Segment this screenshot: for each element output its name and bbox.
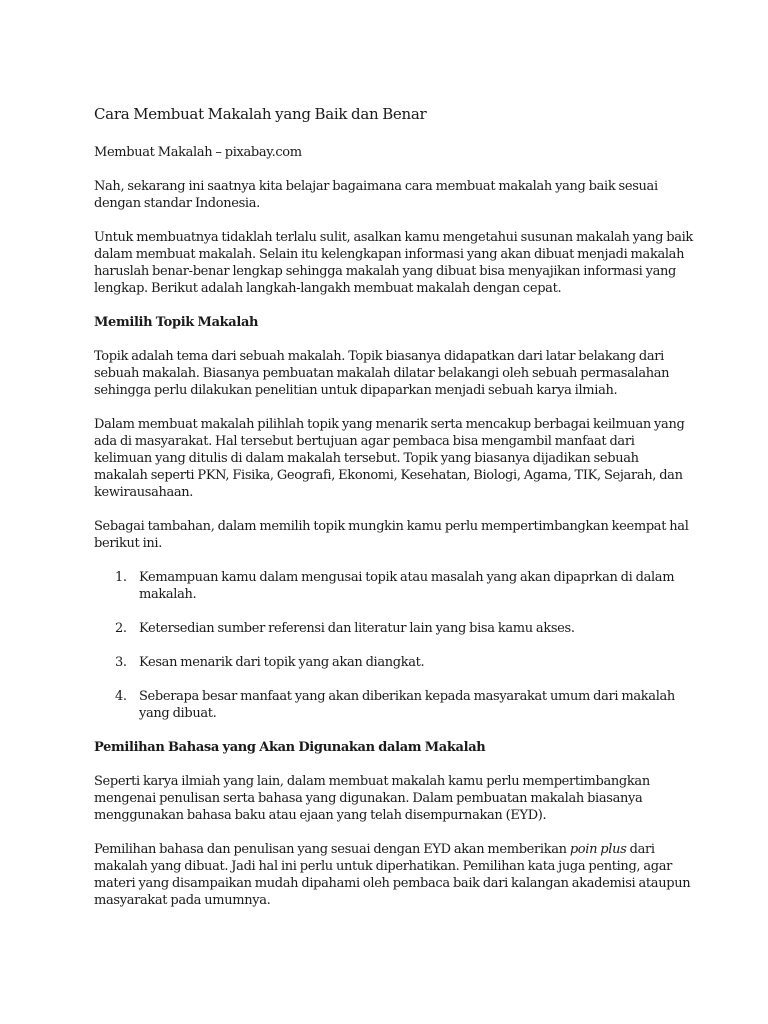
considerations-list xyxy=(94,569,694,722)
list-item-text: Kesan menarik dari topik yang akan diangkat. xyxy=(139,655,425,670)
poin-plus-emphasis: poin plus xyxy=(569,842,627,857)
list-item-text: Ketersedian sumber referensi dan literatur lain yang bisa kamu akses. xyxy=(139,621,575,636)
list-item xyxy=(94,569,694,603)
document-page xyxy=(94,104,694,926)
bahasa-paragraph-2 xyxy=(94,841,694,909)
topik-paragraph-1: Topik adalah tema dari sebuah makalah. Topik biasanya didapatkan dari latar belakang dari sebuah makalah. Biasanya pembuatan makalah dilatar belakangi oleh sebuah permasalahan sehingga perlu dilakukan penelitian untuk dipaparkan menjadi sebuah karya ilmiah. xyxy=(94,349,670,398)
bahasa-paragraph-1: Seperti karya ilmiah yang lain, dalam membuat makalah kamu perlu mempertimbangkan mengenai penulisan serta bahasa yang digunakan. Dalam pembuatan makalah biasanya menggunakan bahasa baku atau ejaan yang telah disempurnakan (EYD). xyxy=(94,774,650,823)
section-heading-bahasa: Pemilihan Bahasa yang Akan Digunakan dalam Makalah xyxy=(94,740,486,755)
list-item-number: 4. xyxy=(115,689,127,704)
topik-paragraph-3: Sebagai tambahan, dalam memilih topik mungkin kamu perlu mempertimbangkan keempat hal berikut ini. xyxy=(94,519,689,551)
list-item-number: 1. xyxy=(115,570,127,585)
intro-paragraph-2: Untuk membuatnya tidaklah terlalu sulit, asalkan kamu mengetahui susunan makalah yang baik dalam membuat makalah. Selain itu kelengkapan informasi yang akan dibuat menjadi makalah haruslah benar-benar lengkap sehingga makalah yang dibuat bisa menyajikan informasi yang lengkap. Berikut adalah langkah-langakh membuat makalah dengan cepat. xyxy=(94,230,693,296)
list-item xyxy=(94,654,694,671)
document-title: Cara Membuat Makalah yang Baik dan Benar xyxy=(94,105,427,123)
list-item xyxy=(94,620,694,637)
list-item-number: 2. xyxy=(115,621,127,636)
section-heading-topik: Memilih Topik Makalah xyxy=(94,315,259,330)
list-item-text: Seberapa besar manfaat yang akan diberikan kepada masyarakat umum dari makalah yang dibuat. xyxy=(139,689,675,721)
image-caption: Membuat Makalah – pixabay.com xyxy=(94,145,302,160)
topik-paragraph-2: Dalam membuat makalah pilihlah topik yang menarik serta mencakup berbagai keilmuan yang ada di masyarakat. Hal tersebut bertujuan agar pembaca bisa mengambil manfaat dari kelimuan yang ditulis di dalam makalah tersebut. Topik yang biasanya dijadikan sebuah makalah seperti PKN, Fisika, Geografi, Ekonomi, Kesehatan, Biologi, Agama, TIK, Sejarah, dan kewirausahaan. xyxy=(94,417,685,500)
list-item-text: Kemampuan kamu dalam mengusai topik atau masalah yang akan dipaprkan di dalam makalah. xyxy=(139,570,675,602)
intro-paragraph-1: Nah, sekarang ini saatnya kita belajar bagaimana cara membuat makalah yang baik sesuai dengan standar Indonesia. xyxy=(94,179,658,211)
bahasa-paragraph-2-end: dari makalah yang dibuat. Jadi hal ini perlu untuk diperhatikan. Pemilihan kata juga penting, agar materi yang disampaikan mudah dipahami oleh pembaca baik dari kalangan akademisi ataupun masyarakat pada umumnya. xyxy=(94,842,691,908)
bahasa-paragraph-2-start: Pemilihan bahasa dan penulisan yang sesuai dengan EYD akan memberikan xyxy=(94,842,570,857)
list-item-number: 3. xyxy=(115,655,127,670)
list-item xyxy=(94,688,694,722)
